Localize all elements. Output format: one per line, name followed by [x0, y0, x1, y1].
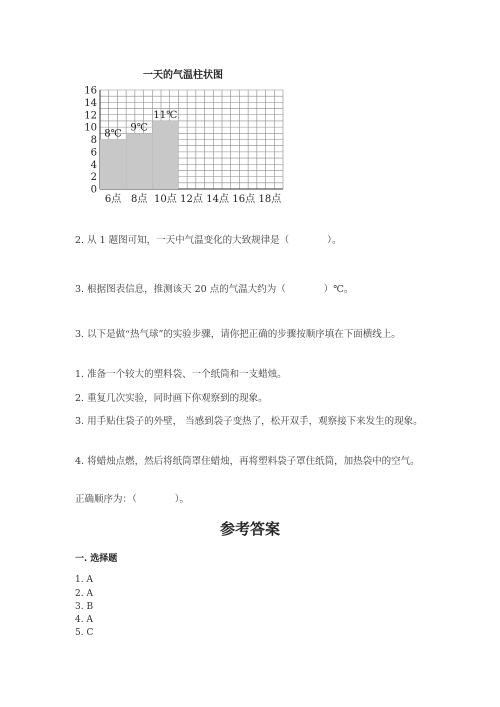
question-3a: 3. 根据图表信息，推测该天 20 点的气温大约为（ ）℃。 [75, 284, 354, 295]
x-tick-label: 14点 [206, 194, 230, 205]
x-tick-label: 12点 [180, 194, 203, 205]
data-label: 8℃ [104, 128, 122, 140]
bar [126, 133, 152, 189]
answer-item: 5. C [75, 628, 94, 638]
step-3: 3. 用手贴住袋子的外壁， 当感到袋子变热了，松开双手，观察接下来发生的现象。 [75, 416, 423, 427]
y-tick-label: 8 [90, 135, 97, 146]
chart-title: 一天的气温柱状图 [143, 70, 223, 81]
y-tick-label: 10 [84, 122, 97, 134]
step-2: 2. 重复几次实验，同时画下你观察到的现象。 [75, 393, 268, 404]
x-tick-label: 10点 [153, 194, 177, 205]
question-3b: 3. 以下是做“热气球”的实验步骤，请你把正确的步骤按顺序填在下面横线上。 [75, 329, 401, 340]
x-tick-label: 6点 [104, 194, 122, 205]
answer-item: 1. A [75, 575, 93, 585]
temperature-bar-chart [80, 84, 300, 208]
y-tick-label: 2 [90, 172, 97, 184]
bar [100, 140, 126, 190]
y-tick-label: 6 [90, 147, 97, 159]
y-tick-label: 12 [84, 110, 97, 122]
y-tick-label: 4 [90, 159, 97, 171]
answer-item: 4. A [75, 615, 93, 625]
y-tick-label: 14 [84, 97, 97, 109]
answer-item: 2. A [75, 589, 93, 599]
bar [152, 121, 178, 189]
step-1: 1. 准备一个较大的塑料袋、一个纸筒和一支蜡烛。 [75, 369, 287, 380]
step-4: 4. 将蜡烛点燃，然后将纸筒罩住蜡烛，再将塑料袋子罩住纸筒，加热袋中的空气。 [75, 456, 420, 467]
x-tick-label: 16点 [232, 194, 256, 205]
data-label: 11℃ [153, 109, 178, 121]
x-tick-label: 18点 [258, 194, 282, 205]
y-tick-label: 16 [84, 85, 97, 97]
y-tick-label: 0 [90, 184, 97, 196]
question-2: 2. 从 1 题图可知，一天中气温变化的大致规律是（ ）。 [75, 235, 342, 246]
answer-key-title: 参考答案 [219, 520, 280, 538]
data-label: 9℃ [130, 122, 148, 134]
answer-item: 3. B [75, 602, 94, 612]
section-heading: 一. 选择题 [75, 554, 118, 564]
x-tick-label: 8点 [131, 194, 148, 205]
correct-order: 正确顺序为：（ ）。 [75, 494, 190, 505]
